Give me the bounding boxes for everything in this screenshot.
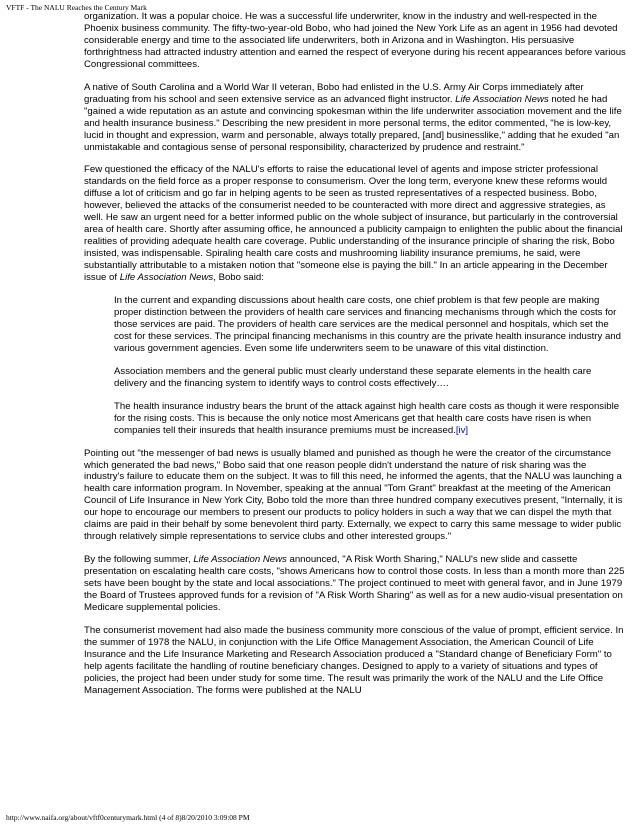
paragraph — [84, 164, 626, 284]
text-run: noted he had "gained a wide reputation as an astute and convincing spokesman within the life underwriter association movement and the life and health insurance business." Describing the new president in more personal terms, the editor commented, "he is low-key, lucid in thought and expression, warm and personable, always totally prepared, [and] businesslike," adding that he exuded "an unmistakable and contagious sense of personal responsibility, characterized by prudence and restraint." — [84, 93, 622, 153]
page-header: VFTF - The NALU Reaches the Century Mark — [6, 3, 147, 12]
paragraph: Pointing out "the messenger of bad news is usually blamed and punished as though he were the creator of the circumstance which generated the bad news," Bobo said that one reason people didn't understand the nature of risk sharing was the industry's failure to educate them on the subject. It was to fill this need, he informed the agents, that the NALU was launching a health care information program. In November, speaking at the annual "Tom Grant" breakfast at the meeting of the American Council of Life Insurance in New York City, Bobo told the more than three hundred company executives present, "Internally, it is our hope to encourage our members to present our products to policy holders in such a way that we can dispel the myth that claims are paid in their behalf by some benevolent third party. Externally, we expect to carry this same message to wider public through relatively simple representations to service clubs and other interested groups." — [84, 447, 623, 543]
paragraph — [84, 82, 626, 154]
text-run: The health insurance industry bears the brunt of the attack against high health care costs as though it were responsible for the rising costs. This is because the only notice most Americans get that health care costs have risen is when companies tell their insureds that health insurance premiums must be increased. — [114, 400, 620, 436]
text-run: A native of South Carolina and a World War II veteran, Bobo had enlisted in the U.S. Army Air Corps immediately after graduating from his school and seen extensive service as an advanced flight instructor. — [84, 81, 584, 105]
article-body — [84, 11, 626, 708]
footnote-link[interactable]: [iv] — [455, 424, 469, 436]
block-quote — [114, 401, 626, 437]
block-quote: In the current and expanding discussions about health care costs, one chief problem is that few people are making proper distinction between the providers of health care services and financing mechanisms through which the costs for those services are paid. The providers of health care services are the medical personnel and hospitals, which set the cost for these services. The principal financing mechanisms in this country are the private health insurance industry and various government agencies. Even some life underwriters seem to be unaware of this vital distinction. — [114, 295, 621, 354]
paragraph — [84, 554, 626, 614]
text-run: announced, "A Risk Worth Sharing," NALU's new slide and cassette presentation on escalating health care costs, "shows Americans how to control those costs. In less than a month more than 225 sets have been bought by the state and local associations." The project continued to meet with general favor, and in June 1979 the Board of Trustees approved funds for a revision of "A Risk Worth Sharing" as well as for a new audio-visual presentation on Medicare supplemental policies. — [84, 554, 625, 613]
publication-title: Life Association News — [455, 93, 549, 105]
publication-title: Life Association News — [119, 272, 214, 284]
page-footer: http://www.naifa.org/about/vftf0centurymark.html (4 of 8)8/20/2010 3:09:08 PM — [6, 813, 250, 822]
text-run: Few questioned the efficacy of the NALU's efforts to raise the educational level of agents and impose stricter professional standards on the field force as a proper response to consumerism. Over the long term, everyone knew these reforms would diffuse a lot of criticism and go far in helping agents to be seen as trusted representatives of a respected business. Bobo, however, believed the attacks of the consumerist needed to be counteracted with more direct and aggressive strategies, as well. He saw an urgent need for a better informed public on the whole subject of insurance, but particularly in the controversial area of health care. Shortly after assuming office, he announced a publicity campaign to enlighten the public about the financial realities of providing adequate health care coverage. Public understanding of the insurance principle of sharing the risk, Bobo insisted, was indispensable. Spiraling health care costs and mushrooming liability insurance premiums, he said, were substantially attributable to a mistaken notion that "someone else is paying the bill." In an article appearing in the December issue of — [84, 164, 623, 284]
paragraph: organization. It was a popular choice. He was a successful life underwriter, know in the industry and well-respected in the Phoenix business community. The fifty-two-year-old Bobo, who had joined the New York Life as an agent in 1956 had devoted considerable energy and time to the associated life underwriters, both in Arizona and in Washington. His persuasive forthrightness had attracted industry attention and earned the respect of everyone during his recent appearances before various Congressional committees. — [84, 11, 626, 70]
text-run: By the following summer, — [84, 554, 194, 566]
publication-title: Life Association News — [193, 554, 287, 566]
paragraph: The consumerist movement had also made the business community more conscious of the value of prompt, efficient service. In the summer of 1978 the NALU, in conjunction with the Life Office Management Association, the American Council of Life Insurance and the Life Insurance Marketing and Research Association produced a "Standard change of Beneficiary Form" to help agents facilitate the handling of routine beneficiary changes. Designed to apply to a variety of situations and types of policies, the project had been under study for some time. The result was primarily the work of the NALU and the Life Office Management Association. The forms were published at the NALU — [84, 624, 624, 696]
text-run: , Bobo said: — [213, 272, 264, 284]
block-quote: Association members and the general public must clearly understand these separate elements in the health care delivery and the financing system to identify ways to control costs effectively…. — [114, 365, 592, 389]
